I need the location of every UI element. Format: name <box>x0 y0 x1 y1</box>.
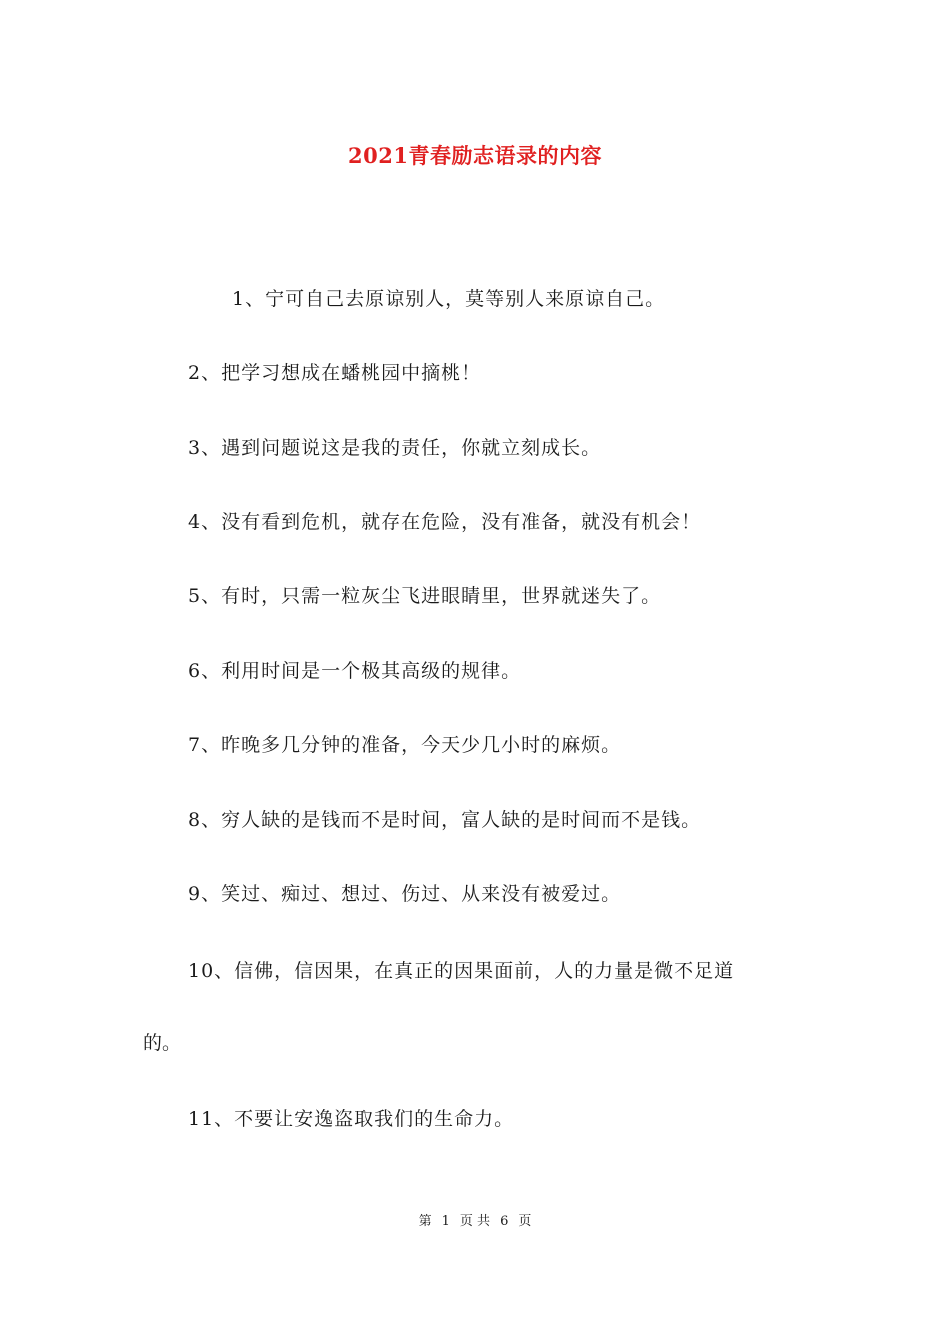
footer-total-pages: 6 <box>500 1214 509 1229</box>
footer-label-mid: 页 共 <box>459 1214 491 1229</box>
quote-item-5: 5、有时，只需一粒灰尘飞进眼睛里，世界就迷失了。 <box>188 585 662 607</box>
quote-item-3: 3、遇到问题说这是我的责任，你就立刻成长。 <box>188 437 602 459</box>
page-footer <box>0 1210 950 1229</box>
footer-label-pre: 第 <box>418 1214 432 1229</box>
footer-page-number: 1 <box>441 1214 450 1229</box>
quote-item-10: 10、信佛，信因果，在真正的因果面前，人的力量是微不足道 <box>188 960 735 982</box>
document-title: 2021青春励志语录的内容 <box>348 143 602 168</box>
quote-item-2: 2、把学习想成在蟠桃园中摘桃！ <box>188 362 482 384</box>
quote-item-1: 1、宁可自己去原谅别人，莫等别人来原谅自己。 <box>232 288 666 310</box>
quote-item-6: 6、利用时间是一个极其高级的规律。 <box>188 660 522 682</box>
quote-item-7: 7、昨晚多几分钟的准备，今天少几小时的麻烦。 <box>188 734 622 756</box>
quote-item-8: 8、穷人缺的是钱而不是时间，富人缺的是时间而不是钱。 <box>188 809 702 831</box>
quote-item-11: 11、不要让安逸盗取我们的生命力。 <box>188 1108 515 1130</box>
quote-item-4: 4、没有看到危机，就存在危险，没有准备，就没有机会！ <box>188 511 702 533</box>
quote-item-9: 9、笑过、痴过、想过、伤过、从来没有被爱过。 <box>188 883 622 905</box>
quote-item-10-continuation: 的。 <box>143 1032 182 1054</box>
footer-label-post: 页 <box>518 1214 532 1229</box>
